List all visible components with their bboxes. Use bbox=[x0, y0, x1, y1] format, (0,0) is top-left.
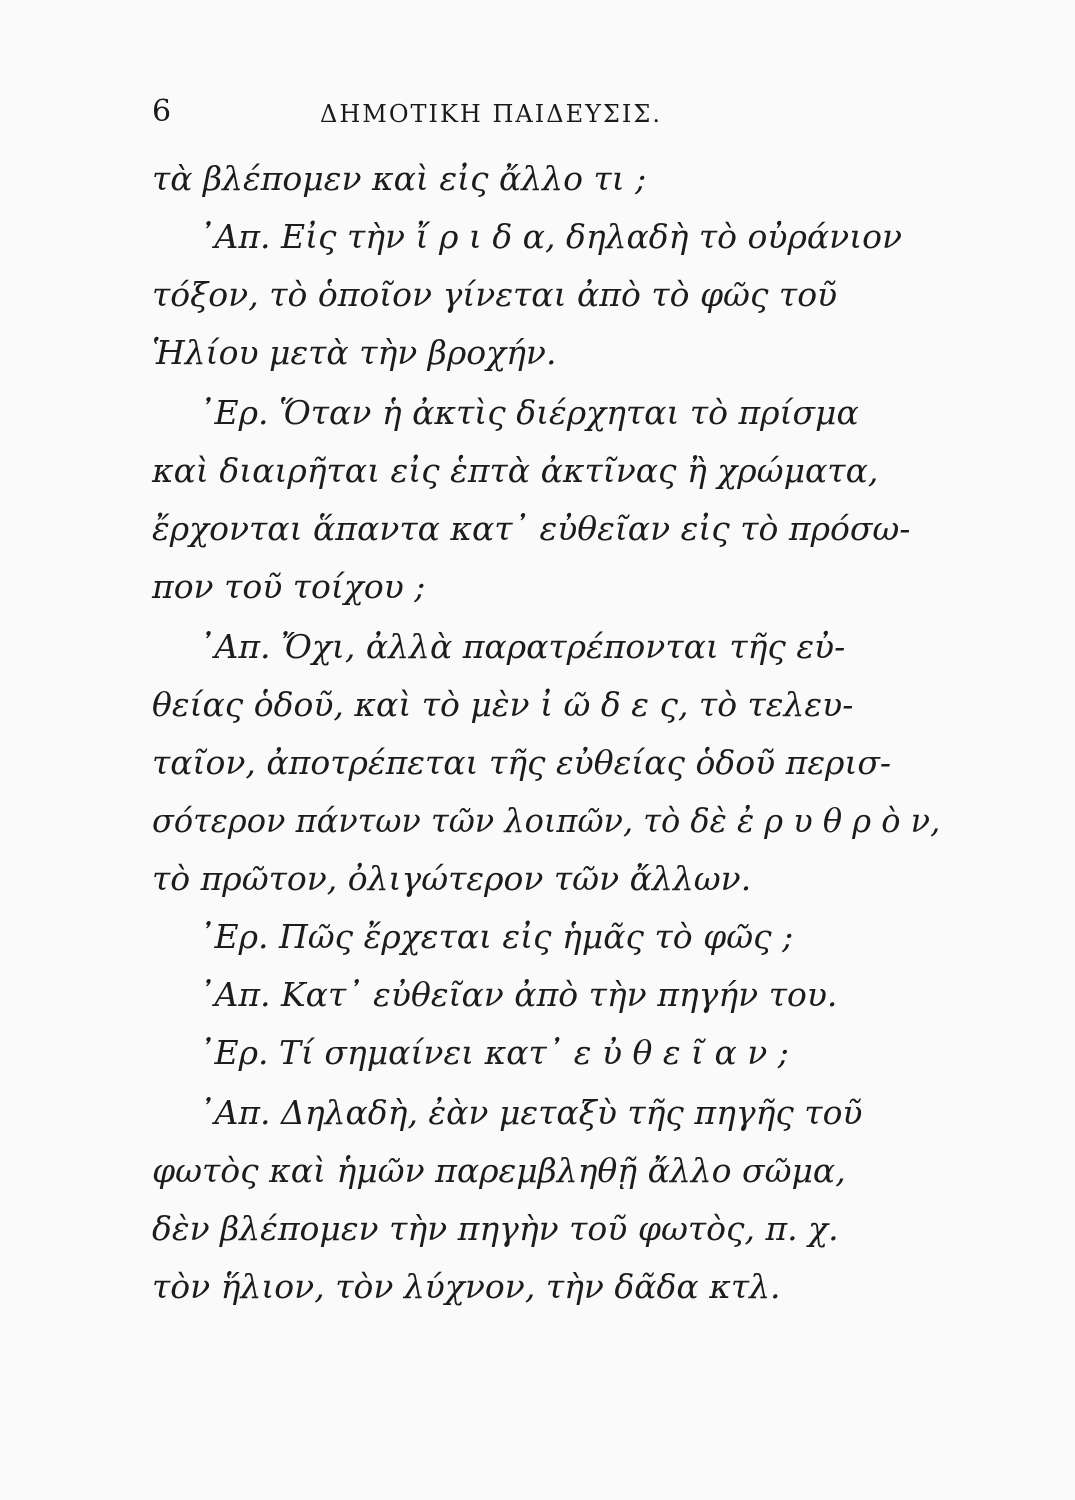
text-line: φωτὸς καὶ ἡμῶν παρεμβληθῇ ἄλλο σῶμα, bbox=[152, 1151, 846, 1190]
text-line: ᾿Απ. Ὄχι, ἀλλὰ παρατρέπονται τῆς εὐ- bbox=[198, 627, 846, 666]
text-line: ᾿Ερ. Πῶς ἔρχεται εἰς ἡμᾶς τὸ φῶς ; bbox=[198, 917, 794, 956]
text-line: ἔρχονται ἅπαντα κατ᾿ εὐθεῖαν εἰς τὸ πρόσω- bbox=[152, 509, 911, 548]
text-line: δὲν βλέπομεν τὴν πηγὴν τοῦ φωτὸς, π. χ. bbox=[152, 1209, 839, 1248]
running-title: ΔΗΜΟΤΙΚΗ ΠΑΙΔΕΥΣΙΣ. bbox=[320, 100, 662, 128]
text-line: σότερον πάντων τῶν λοιπῶν, τὸ δὲ ἐ ρ υ θ ρ ὸ ν, bbox=[152, 801, 941, 840]
text-line: ᾿Ερ. Τί σημαίνει κατ᾿ ε ὐ θ ε ῖ α ν ; bbox=[198, 1033, 789, 1072]
text-line: ᾿Ερ. Ὅταν ἡ ἀκτὶς διέρχηται τὸ πρίσμα bbox=[198, 393, 859, 432]
text-line: ᾿Απ. Εἰς τὴν ἴ ρ ι δ α, δηλαδὴ τὸ οὐράνιον bbox=[198, 217, 903, 256]
text-line: καὶ διαιρῆται εἰς ἑπτὰ ἀκτῖνας ἢ χρώματα, bbox=[152, 451, 879, 490]
text-line: τὰ βλέπομεν καὶ εἰς ἄλλο τι ; bbox=[152, 159, 647, 198]
text-line: τὸν ἥλιον, τὸν λύχνον, τὴν δᾶδα κτλ. bbox=[152, 1267, 781, 1306]
text-line: Ἡλίου μετὰ τὴν βροχήν. bbox=[152, 333, 557, 372]
text-line: τόξον, τὸ ὁποῖον γίνεται ἀπὸ τὸ φῶς τοῦ bbox=[152, 275, 838, 314]
text-line: τὸ πρῶτον, ὀλιγώτερον τῶν ἄλλων. bbox=[152, 859, 752, 898]
text-line: θείας ὁδοῦ, καὶ τὸ μὲν ἰ ῶ δ ε ς, τὸ τελευ- bbox=[152, 685, 854, 724]
page-number: 6 bbox=[152, 94, 172, 129]
text-line: ταῖον, ἀποτρέπεται τῆς εὐθείας ὁδοῦ περισ- bbox=[152, 743, 892, 782]
text-line: πον τοῦ τοίχου ; bbox=[152, 567, 426, 606]
text-line: ᾿Απ. Δηλαδὴ, ἐὰν μεταξὺ τῆς πηγῆς τοῦ bbox=[198, 1093, 863, 1132]
text-line: ᾿Απ. Κατ᾿ εὐθεῖαν ἀπὸ τὴν πηγήν του. bbox=[198, 975, 838, 1014]
